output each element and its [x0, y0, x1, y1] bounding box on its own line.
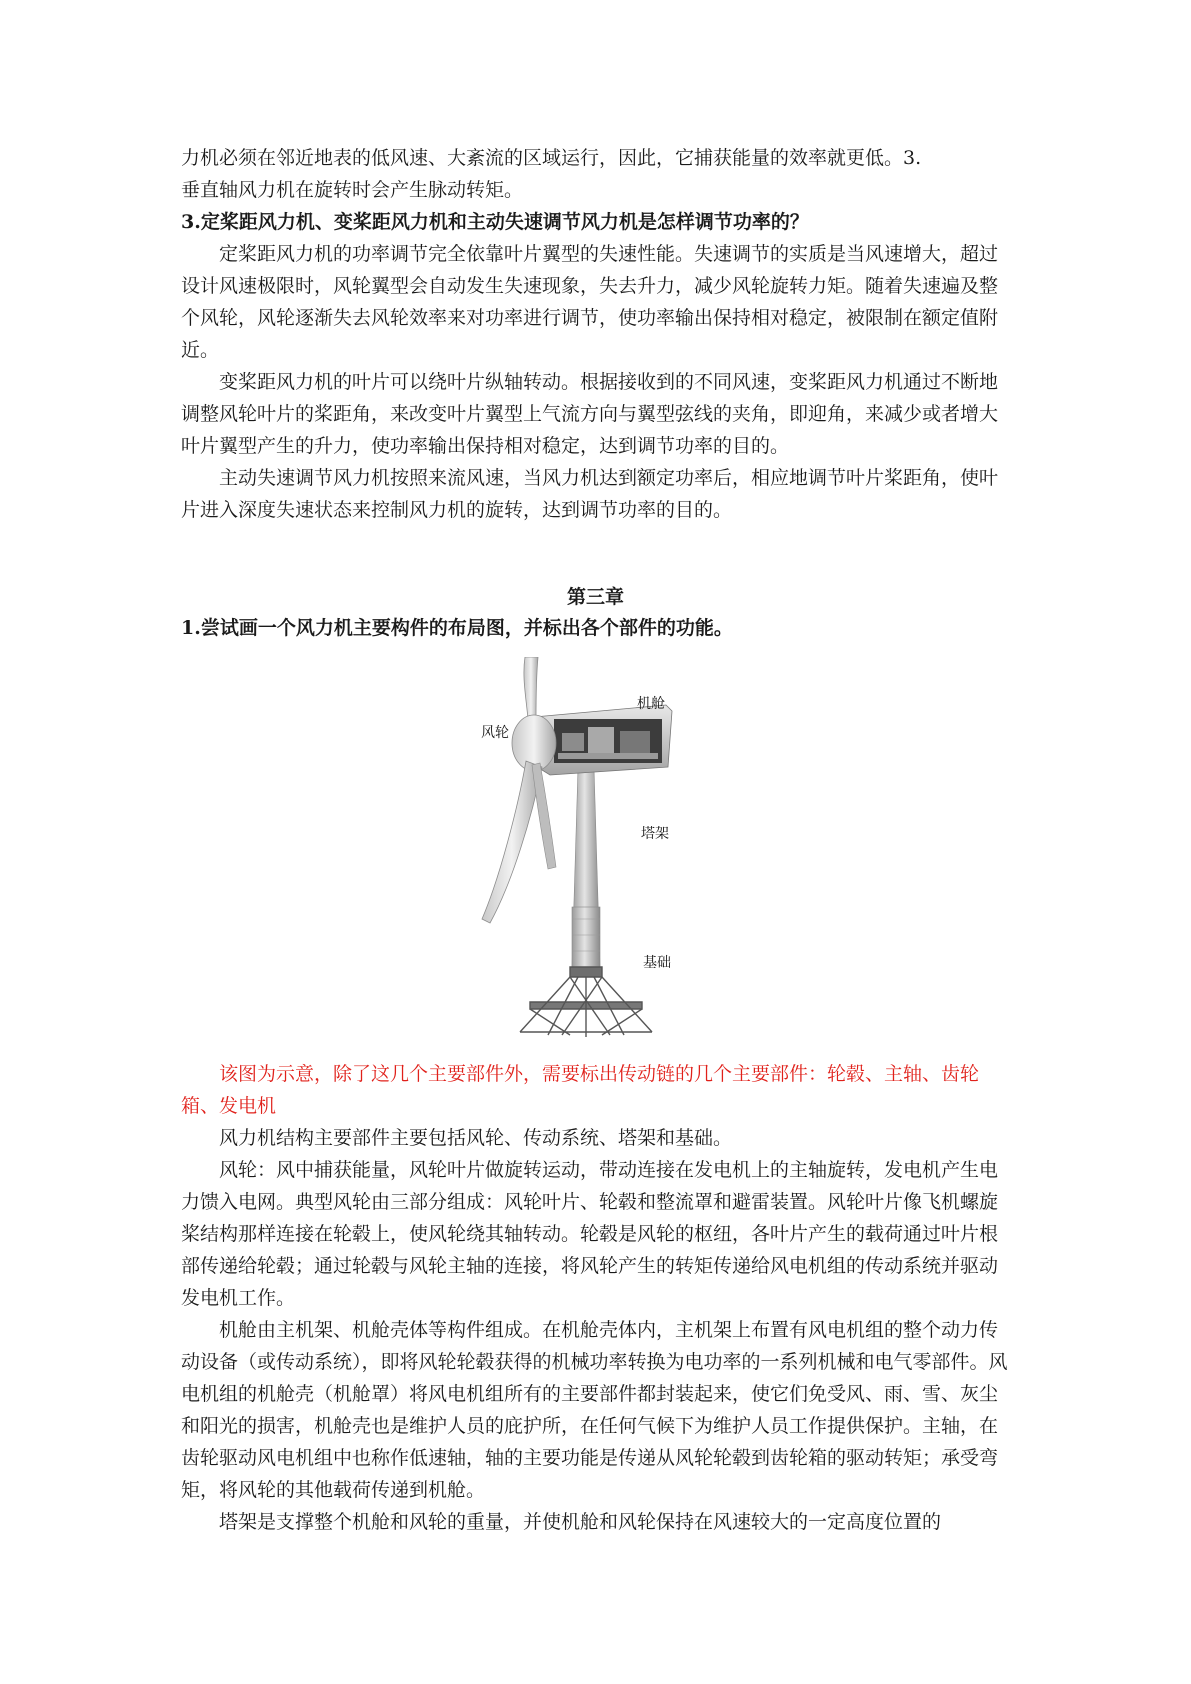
fixed-pitch-paragraph: 定桨距风力机的功率调节完全依靠叶片翼型的失速性能。失速调节的实质是当风速增大，超过设计风速极限时，风轮翼型会自动发生失速现象，失去升力，减少风轮旋转力矩。随着失速遍及整个风轮，风轮逐渐失去风轮效率来对功率进行调节，使功率输出保持相对稳定，被限制在额定值附近。: [181, 243, 999, 361]
rotor-hub: [512, 715, 556, 771]
chapter-title: 第三章: [566, 586, 624, 608]
rear-blade: [532, 763, 556, 869]
tower-paragraph: 塔架是支撑整个机舱和风轮的重量，并使机舱和风轮保持在风速较大的一定高度位置的: [219, 1511, 942, 1533]
question-3-heading: 3.定桨距风力机、变桨距风力机和主动失速调节风力机是怎样调节功率的？: [181, 211, 809, 233]
nacelle-label: 机舱: [637, 696, 665, 712]
section-a: [181, 142, 1016, 526]
foundation-label: 基础: [643, 955, 671, 971]
rotor-paragraph: 风轮：风中捕获能量，风轮叶片做旋转运动，带动连接在发电机上的主轴旋转，发电机产生电力馈入电网。典型风轮由三部分组成：风轮叶片、轮毂和整流罩和避雷装置。风轮叶片像飞机螺旋桨结构那样连接在轮毂上，使风轮绕其轴转动。轮毂是风轮的枢纽，各叶片产生的载荷通过叶片根部传递给轮毂；通过轮毂与风轮主轴的连接，将风轮产生的转矩传递给风电机组的传动系统并驱动发电机工作。: [181, 1159, 999, 1309]
continuation-line-2: 垂直轴风力机在旋转时会产生脉动转矩。: [181, 179, 524, 201]
variable-pitch-paragraph: 变桨距风力机的叶片可以绕叶片纵轴转动。根据接收到的不同风速，变桨距风力机通过不断地调整风轮叶片的桨距角，来改变叶片翼型上气流方向与翼型弦线的夹角，即迎角，来减少或者增大叶片翼型产生的升力，使功率输出保持相对稳定，达到调节功率的目的。: [181, 371, 999, 457]
continuation-line-1: 力机必须在邻近地表的低风速、大紊流的区域运行，因此，它捕获能量的效率就更低。3.: [181, 147, 922, 169]
chapter-question-1: 1.尝试画一个风力机主要构件的布局图，并标出各个部件的功能。: [181, 617, 733, 639]
tower-base-segment: [572, 907, 600, 967]
wind-turbine-figure: [470, 657, 700, 1037]
section-b: [181, 1058, 1016, 1538]
main-components-paragraph: 风力机结构主要部件主要包括风轮、传动系统、塔架和基础。: [219, 1127, 733, 1149]
lower-blade: [482, 761, 542, 923]
nacelle-paragraph: 机舱由主机架、机舱壳体等构件组成。在机舱壳体内，主机架上布置有风电机组的整个动力传动设备（或传动系统），即将风轮轮毂获得的机械功率转换为电功率的一系列机械和电气零部件。风电机组的机舱壳（机舱罩）将风电机组所有的主要部件都封装起来，使它们免受风、雨、雪、灰尘和阳光的损害，机舱壳也是维护人员的庇护所，在任何气候下为维护人员工作提供保护。主轴，在齿轮驱动风电机组中也称作低速轴，轴的主要功能是传递从风轮轮毂到齿轮箱的驱动转矩；承受弯矩，将风轮的其他载荷传递到机舱。: [181, 1319, 1008, 1501]
active-stall-paragraph: 主动失速调节风力机按照来流风速，当风力机达到额定功率后，相应地调节叶片桨距角，使叶片进入深度失速状态来控制风力机的旋转，达到调节功率的目的。: [181, 467, 999, 521]
rotor-label: 风轮: [481, 725, 509, 741]
lattice-foundation: [520, 967, 652, 1037]
upper-blade: [524, 657, 538, 719]
red-note: 该图为示意，除了这几个主要部件外，需要标出传动链的几个主要部件：轮毂、主轴、齿轮箱、发电机: [181, 1063, 980, 1117]
tower-label: 塔架: [641, 826, 669, 842]
